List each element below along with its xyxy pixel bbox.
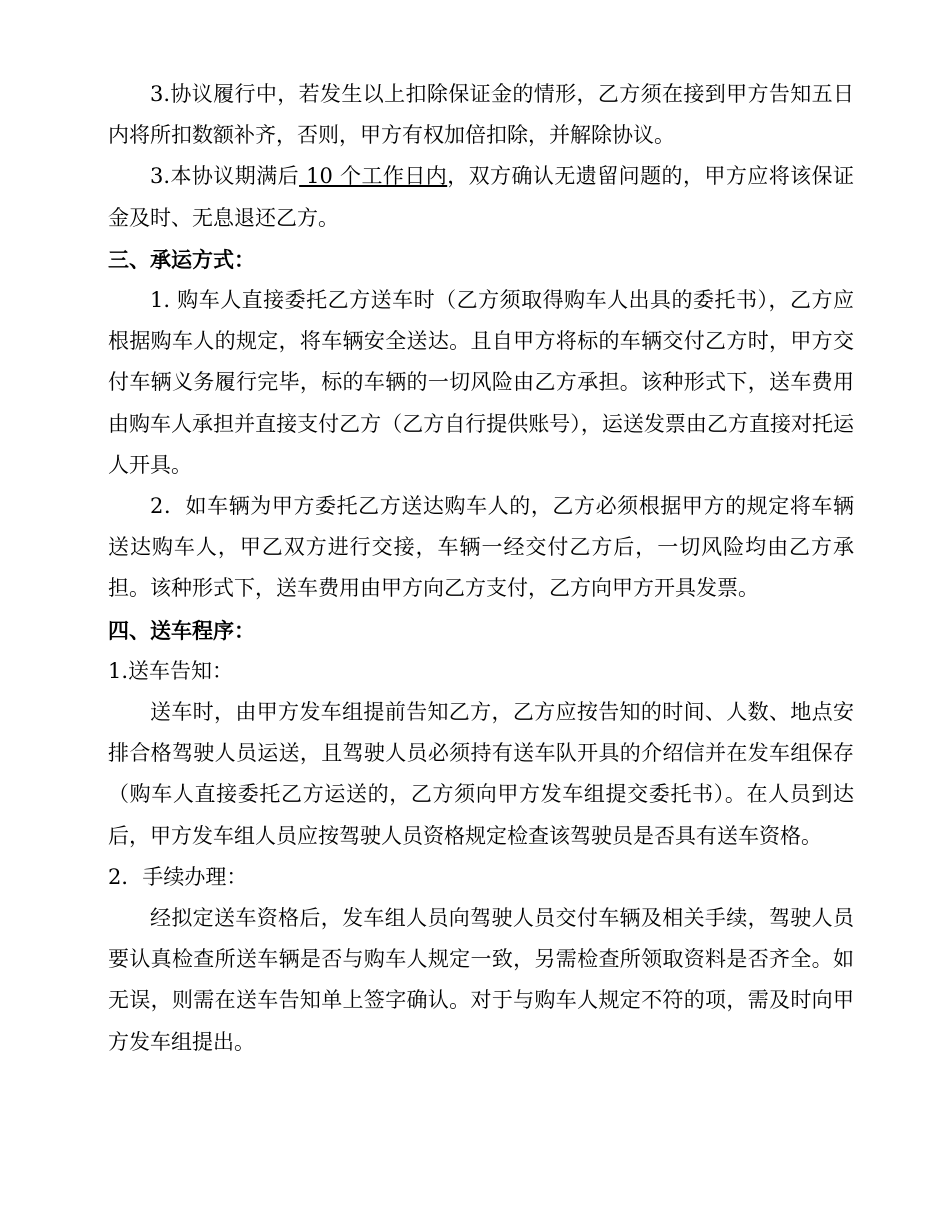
paragraph-delivery-notice: 送车时，由甲方发车组提前告知乙方，乙方应按告知的时间、人数、地点安排合格驾驶人员运送，且驾驶人员必须持有送车队开具的介绍信并在发车组保存（购车人直接委托乙方运送的，乙方须向甲方发车组提交委托书）。在人员到达后，甲方发车组人员应按驾驶人员资格规定检查该驾驶员是否具有送车资格。 <box>108 700 854 848</box>
section-heading-delivery-procedure: 四、送车程序： <box>108 617 255 643</box>
paragraph-buyer-direct-delegation: 1. 购车人直接委托乙方送车时（乙方须取得购车人出具的委托书），乙方应根据购车人的规定，将车辆安全送达。且自甲方将标的车辆交付乙方时，甲方交付车辆义务履行完毕，标的车辆的一切风险由乙方承担。该种形式下，送车费用由购车人承担并直接支付乙方（乙方自行提供账号），运送发票由乙方直接对托运人开具。 <box>108 288 854 477</box>
paragraph-deposit-refund <box>108 156 854 238</box>
paragraph-party-a-delegation: 2．如车辆为甲方委托乙方送达购车人的，乙方必须根据甲方的规定将车辆送达购车人，甲乙双方进行交接，车辆一经交付乙方后，一切风险均由乙方承担。该种形式下，送车费用由甲方向乙方支付，乙方向甲方开具发票。 <box>108 494 854 601</box>
section-heading-transport-method: 三、承运方式： <box>108 246 255 272</box>
paragraph-procedures: 经拟定送车资格后，发车组人员向驾驶人员交付车辆及相关手续，驾驶人员要认真检查所送车辆是否与购车人规定一致，另需检查所领取资料是否齐全。如无误，则需在送车告知单上签字确认。对于与购车人规定不符的项，需及时向甲方发车组提出。 <box>108 906 854 1054</box>
refund-text-before: 3.本协议期满后 <box>150 164 300 189</box>
subheading-procedures: 2．手续办理： <box>108 864 248 889</box>
refund-text-after: ，双方确认无遗留问题的，甲方应将该保证金及时、无息退还乙方。 <box>108 164 854 230</box>
paragraph-deposit-replenish: 3.协议履行中，若发生以上扣除保证金的情形，乙方须在接到甲方告知五日内将所扣数额补齐，否则，甲方有权加倍扣除，并解除协议。 <box>108 82 854 148</box>
refund-deadline-underlined: 10 个工作日内 <box>299 164 448 189</box>
subheading-delivery-notice: 1.送车告知： <box>108 658 234 683</box>
document-page <box>108 74 854 1063</box>
